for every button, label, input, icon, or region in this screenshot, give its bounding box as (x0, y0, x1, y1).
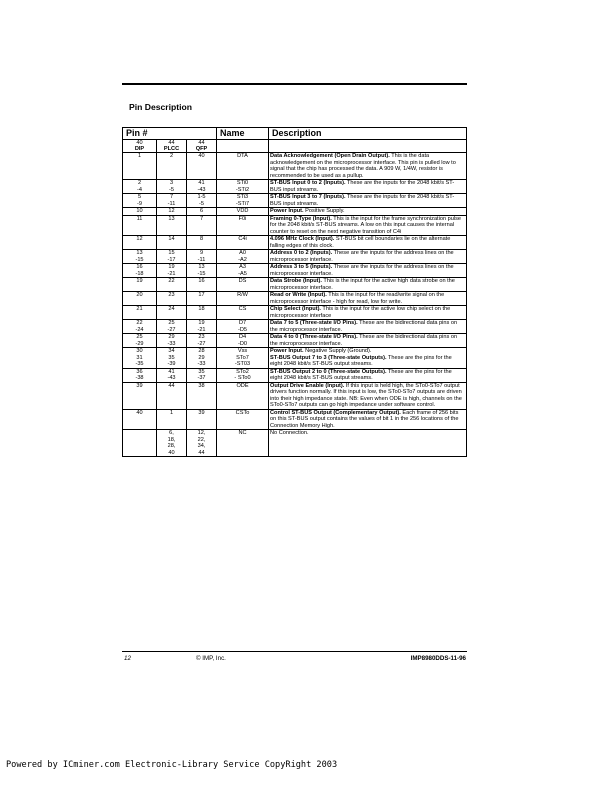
description-text: Positive Supply. (303, 208, 345, 214)
pin-name (217, 348, 269, 369)
pin-plcc-line: 14 (168, 236, 175, 242)
pin-name-line: -D0 (238, 340, 248, 347)
pin-dip-line: 22 (136, 320, 143, 326)
pin-plcc-line: 12 (168, 208, 175, 214)
pin-qfp-line: 35 (198, 368, 205, 375)
pin-qfp-line: 6 (199, 208, 204, 214)
pin-plcc (157, 208, 187, 216)
description-text: If this input is held high, the STo0-STo7 output drivers function normally. If this input is low, the STo0-STo7 outputs are driven into their high impedance state. NB: Even when ODE is high, channels on the STo0-STo7 outputs can go high impedance under software control. (270, 382, 462, 408)
pin-name-line: -D5 (238, 326, 248, 333)
pin-dip (123, 278, 157, 292)
pin-name-line: Vss (237, 348, 248, 354)
pin-qfp (187, 306, 217, 320)
pin-dip (123, 215, 157, 236)
pin-qfp-line: 34, (197, 443, 206, 449)
description-paragraph (270, 264, 465, 277)
pin-plcc-line: 44 (168, 382, 175, 389)
description-title: ST-BUS Input 3 to 7 (Inputs). (270, 194, 346, 200)
table-row (123, 292, 467, 306)
pin-name (217, 320, 269, 334)
table-row (123, 208, 467, 216)
description-title: Read or Write (Input). (270, 292, 327, 298)
pin-qfp (187, 292, 217, 306)
pin-description (269, 334, 467, 348)
pin-qfp-line: 44 (198, 449, 205, 456)
pin-qfp-line: 19 (198, 320, 205, 326)
description-title: Data Acknowledgement (Open Drain Output). (270, 153, 390, 159)
pin-plcc-line: 1 (169, 409, 174, 416)
pin-qfp-line: 29 (198, 354, 205, 361)
pin-name-line: ODE (236, 382, 249, 389)
pin-qfp (187, 153, 217, 180)
pin-qfp-line: 8 (199, 236, 204, 242)
pin-name (217, 180, 269, 194)
pin-dip-line: 16 (136, 264, 143, 270)
pin-name-line: R/W (237, 292, 248, 298)
pin-dip (123, 264, 157, 278)
pin-name-line: DS (238, 278, 247, 284)
table-row (123, 382, 467, 409)
powered-by-banner: Powered by ICminer.com Electronic-Library Service CopyRight 2003 (6, 760, 338, 770)
pin-qfp (187, 334, 217, 348)
pin-qfp-line: -33 (197, 361, 206, 367)
pin-name-line: VDD (236, 208, 249, 214)
pin-name (217, 208, 269, 216)
pin-plcc (157, 292, 187, 306)
pin-description (269, 278, 467, 292)
pin-name-line: -ST03 (234, 361, 251, 367)
description-paragraph (270, 194, 465, 207)
description-text: This is the input for the frame synchronization pulse for the 2048 kbit/s ST-BUS streams. A low on this input causes the internal counter to reset on the next negative transition of C4i (270, 215, 462, 235)
pin-plcc-line: -17 (167, 256, 176, 263)
pin-qfp-line: 7 (199, 215, 204, 222)
pin-qfp-line: 12, (197, 430, 206, 436)
description-paragraph (270, 236, 465, 249)
pin-plcc-line: 35 (168, 354, 175, 361)
description-paragraph (270, 306, 465, 319)
table-row (123, 194, 467, 208)
pin-name (217, 409, 269, 430)
pin-qfp-line: -37 (197, 375, 206, 381)
subheader-plcc: 44 PLCC (157, 140, 187, 153)
table-row (123, 250, 467, 264)
copyright: © IMP, Inc. (196, 655, 226, 662)
table-row (123, 348, 467, 369)
description-paragraph (270, 383, 465, 409)
pin-qfp (187, 264, 217, 278)
pin-name-line: NC (238, 430, 247, 436)
pin-description (269, 153, 467, 180)
pin-plcc-line: -39 (167, 361, 176, 367)
pin-dip-line: 31 (136, 354, 143, 361)
pin-dip-line: 39 (136, 382, 143, 389)
pin-dip (123, 368, 157, 382)
pin-description (269, 236, 467, 250)
pin-name (217, 236, 269, 250)
description-title: Power Input. (270, 208, 304, 214)
pin-name-line: D4 (238, 334, 247, 340)
description-title: Address 0 to 2 (Inputs). (270, 250, 333, 256)
pin-description (269, 215, 467, 236)
table-row (123, 320, 467, 334)
pin-qfp-line: -27 (197, 340, 206, 347)
subheader-empty (269, 140, 467, 153)
pin-description (269, 409, 467, 430)
pin-plcc (157, 153, 187, 180)
description-text: These are the inputs for the 2048 kbit/s ST-BUS input streams. (270, 194, 455, 207)
pin-name-line: A0 (239, 250, 246, 256)
pin-plcc-line: -5 (169, 186, 174, 193)
pin-plcc-line: 23 (168, 292, 175, 298)
package-subheader-row (123, 140, 467, 153)
pin-plcc-line: 7 (169, 194, 174, 200)
description-text: ST-BUS bit cell boundaries lie on the alternate falling edges of this clock. (270, 236, 451, 249)
pin-name (217, 368, 269, 382)
pin-description-table (122, 127, 467, 457)
pin-dip-line: 36 (136, 368, 143, 375)
pin-plcc-line: -27 (167, 326, 176, 333)
description-paragraph (270, 410, 465, 430)
pin-description (269, 430, 467, 457)
pin-qfp-line: -43 (197, 186, 206, 193)
pin-name (217, 264, 269, 278)
pin-qfp (187, 250, 217, 264)
pin-description (269, 250, 467, 264)
pin-qfp (187, 236, 217, 250)
pin-plcc-line: 15 (168, 250, 175, 256)
pin-name (217, 215, 269, 236)
description-title: Data 7 to 5 (Three-state I/O Pins). (270, 320, 358, 326)
pin-qfp (187, 368, 217, 382)
table-row (123, 368, 467, 382)
pin-qfp-line: -5 (199, 200, 204, 207)
pin-dip-line: 5 (137, 194, 142, 200)
pin-dip (123, 334, 157, 348)
description-text: This is the input for the active low chip select on the microprocessor interface (270, 306, 451, 319)
pin-dip-line: -38 (135, 375, 144, 381)
description-paragraph (270, 153, 465, 179)
pin-name (217, 292, 269, 306)
description-text: This is the input for the active high data strobe on the microprocessor interface. (270, 278, 455, 291)
table-row (123, 236, 467, 250)
pin-plcc (157, 306, 187, 320)
pin-dip-line: 25 (136, 334, 143, 340)
header-description: Description (269, 128, 467, 140)
pin-dip-line: 10 (136, 208, 143, 214)
pin-plcc-line: 6, (169, 430, 174, 436)
pin-qfp-line: 16 (198, 278, 205, 284)
pin-qfp-line: -21 (197, 326, 206, 333)
description-paragraph (270, 292, 465, 305)
pin-qfp (187, 208, 217, 216)
pin-dip-line: -18 (135, 270, 144, 277)
description-text: Each frame of 256 bits on this ST-BUS output contains the values of bit 1 in the 256 locations of the Connection Memory High. (270, 409, 459, 429)
pin-dip (123, 306, 157, 320)
pin-name-line: F0i (238, 215, 247, 222)
pin-dip-line: 2 (137, 180, 142, 186)
section-title: Pin Description (129, 102, 193, 112)
pin-qfp-line: 23 (198, 334, 205, 340)
table-row (123, 278, 467, 292)
description-text: No Connection. (270, 430, 309, 436)
table-row (123, 180, 467, 194)
pin-description (269, 180, 467, 194)
description-title: Data 4 to 0 (Three-state I/O Pins). (270, 334, 358, 340)
subheader-qfp: 44 QFP (187, 140, 217, 153)
pin-plcc (157, 236, 187, 250)
description-paragraph (270, 208, 465, 215)
pin-dip-line: 19 (136, 278, 143, 284)
pin-description (269, 306, 467, 320)
pin-plcc (157, 430, 187, 457)
subheader-empty (217, 140, 269, 153)
description-title: Power Input. (270, 348, 304, 354)
description-text: These are the pins for the eight 2048 kbit/s ST-BUS output streams. (270, 354, 452, 367)
pin-dip (123, 409, 157, 430)
pin-name (217, 153, 269, 180)
pin-qfp-line: 38 (198, 382, 205, 389)
pin-qfp-line: -11 (197, 256, 206, 263)
pin-plcc-line: -43 (167, 375, 176, 381)
pin-plcc (157, 320, 187, 334)
pin-qfp (187, 430, 217, 457)
description-text: Negative Supply (Ground). (303, 348, 372, 354)
pin-dip-line: -24 (135, 326, 144, 333)
pin-qfp-line: 39 (198, 409, 205, 416)
pin-plcc-line: -21 (167, 270, 176, 277)
pin-name-line: D7 (238, 320, 247, 326)
subheader-dip: 40 DIP (123, 140, 157, 153)
pin-dip (123, 194, 157, 208)
table-row (123, 264, 467, 278)
pin-dip (123, 180, 157, 194)
description-title: ST-BUS Output 7 to 3 (Three-state Outputs). (270, 354, 387, 361)
pin-name-line: -STi7 (235, 200, 250, 207)
pin-name-line: -STi2 (235, 186, 250, 193)
description-title: Output Drive Enable (Input). (270, 382, 345, 389)
pin-name-line: - STo0 (234, 375, 251, 381)
pin-description (269, 320, 467, 334)
pin-plcc-line: -11 (167, 200, 176, 207)
pin-plcc (157, 334, 187, 348)
pin-plcc-line: 24 (168, 306, 175, 312)
table-row (123, 215, 467, 236)
pin-plcc-line: 22 (168, 278, 175, 284)
pin-name-line: CSTo (235, 409, 250, 416)
table-row (123, 153, 467, 180)
description-text: These are the bidirectional data pins on the microprocessor interface. (270, 320, 458, 333)
description-paragraph (270, 355, 465, 368)
pin-dip (123, 250, 157, 264)
document-id: IMP8980DDS-11-96 (410, 655, 466, 662)
pin-qfp-line: 18 (198, 306, 205, 312)
pin-dip-line: 40 (136, 409, 143, 416)
pin-dip-line: 20 (136, 292, 143, 298)
table-row (123, 306, 467, 320)
pin-dip-line: -35 (135, 361, 144, 367)
pin-plcc (157, 278, 187, 292)
table-row (123, 409, 467, 430)
top-rule (122, 83, 467, 85)
pin-dip-line: 11 (136, 215, 143, 222)
pin-qfp (187, 320, 217, 334)
pin-plcc-line: 28, (167, 443, 176, 449)
pin-description (269, 368, 467, 382)
pin-plcc-line: 13 (168, 215, 175, 222)
pin-qfp-line: 41 (198, 180, 205, 186)
description-title: ST-BUS Input 0 to 2 (Inputs). (270, 180, 346, 186)
pin-description (269, 264, 467, 278)
pin-plcc (157, 409, 187, 430)
pin-dip (123, 430, 157, 457)
pin-qfp (187, 180, 217, 194)
pin-plcc-line: 29 (168, 334, 175, 340)
description-text: These are the inputs for the address lines on the microprocessor interface. (270, 264, 454, 277)
pin-plcc (157, 264, 187, 278)
pin-qfp-line: 17 (198, 292, 205, 298)
table-body (123, 140, 467, 457)
pin-qfp (187, 409, 217, 430)
pin-qfp (187, 382, 217, 409)
pin-name (217, 194, 269, 208)
pin-dip-line: 1 (137, 153, 142, 159)
pin-plcc-line: 18, (167, 436, 176, 443)
pin-dip-line: -29 (135, 340, 144, 347)
description-paragraph (270, 369, 465, 382)
pin-qfp-line: 28 (198, 348, 205, 354)
pin-name-line: -A2 (238, 256, 247, 263)
pin-plcc-line: -33 (167, 340, 176, 347)
pin-plcc-line: 41 (168, 368, 175, 375)
description-title: Control ST-BUS Output (Complementary Output). (270, 409, 401, 416)
pin-name (217, 306, 269, 320)
pin-plcc-line: 40 (168, 449, 175, 456)
description-text: This is the data acknowledgement on the microprocessor interface. This pin is pulled low to signal that the chip has processed the data. A 909 W, 1/4W, resistor is recommended to be used as a pullup. (270, 153, 456, 179)
pin-plcc (157, 215, 187, 236)
pin-name (217, 382, 269, 409)
pin-plcc-line: 34 (168, 348, 175, 354)
description-text: These are the pins for the eight 2048 kbit/s ST-BUS output streams. (270, 368, 452, 381)
pin-description (269, 348, 467, 369)
pin-plcc (157, 348, 187, 369)
pin-name (217, 250, 269, 264)
table-header-row (123, 128, 467, 140)
pin-name (217, 278, 269, 292)
pin-plcc-line: 3 (169, 180, 174, 186)
description-title: Framing 0-Type (Input). (270, 215, 332, 222)
description-title: Chip Select (Input). (270, 306, 321, 312)
pin-plcc-line: 25 (168, 320, 175, 326)
description-title: Address 3 to 5 (Inputs). (270, 264, 333, 270)
pin-qfp-line: 40 (198, 153, 205, 159)
pin-plcc-line: 2 (169, 153, 174, 159)
pin-qfp-line: 22, (197, 436, 206, 443)
pin-dip-line: 21 (136, 306, 143, 312)
pin-plcc (157, 382, 187, 409)
pin-qfp-line: 9 (199, 250, 204, 256)
pin-plcc (157, 368, 187, 382)
pin-name-line: A3 (239, 264, 246, 270)
pin-plcc (157, 180, 187, 194)
pin-name-line: STo2 (236, 368, 249, 375)
pin-dip-line: -15 (135, 256, 144, 263)
description-paragraph (270, 320, 465, 333)
pin-name-line: STi3 (236, 194, 249, 200)
pin-name-line: -A5 (238, 270, 247, 277)
pin-plcc (157, 250, 187, 264)
pin-dip (123, 208, 157, 216)
pin-dip (123, 153, 157, 180)
pin-name-line: STi0 (236, 180, 249, 186)
page-number: 12 (124, 655, 131, 662)
pin-qfp (187, 215, 217, 236)
pin-dip-line: -4 (137, 186, 142, 193)
pin-dip-line: -9 (137, 200, 142, 207)
pin-dip (123, 236, 157, 250)
description-title: Data Strobe (Input). (270, 278, 322, 284)
description-text: This is the input for the read/write signal on the microprocessor interface - high for read, low for write. (270, 292, 445, 305)
table-row (123, 430, 467, 457)
pin-dip (123, 320, 157, 334)
description-paragraph (270, 430, 465, 437)
pin-dip (123, 382, 157, 409)
pin-description (269, 208, 467, 216)
description-paragraph (270, 180, 465, 193)
pin-name-line: STo7 (236, 354, 249, 361)
pin-dip-line: 12 (136, 236, 143, 242)
table-row (123, 334, 467, 348)
pin-qfp-line: -15 (197, 270, 206, 277)
pin-qfp (187, 278, 217, 292)
pin-plcc-line: 19 (168, 264, 175, 270)
pin-name-line: C4i (238, 236, 247, 242)
description-text: These are the inputs for the 2048 kbit/s ST-BUS input streams. (270, 180, 455, 193)
description-title: ST-BUS Output 2 to 0 (Three-state Outputs). (270, 368, 387, 375)
pin-name (217, 334, 269, 348)
header-pin: Pin # (123, 128, 217, 140)
pin-dip-line: 13 (136, 250, 143, 256)
pin-dip (123, 348, 157, 369)
pin-dip (123, 292, 157, 306)
description-paragraph (270, 250, 465, 263)
pin-name-line: CS (238, 306, 247, 312)
pin-description (269, 292, 467, 306)
pin-description (269, 382, 467, 409)
description-text: These are the inputs for the address lines on the microprocessor interface. (270, 250, 454, 263)
description-paragraph (270, 278, 465, 291)
description-paragraph (270, 216, 465, 236)
pin-name (217, 430, 269, 457)
pin-qfp-line: 1-5 (197, 194, 206, 200)
header-name: Name (217, 128, 269, 140)
description-paragraph (270, 334, 465, 347)
pin-description (269, 194, 467, 208)
description-title: 4.096 MHz Clock (Input). (270, 236, 335, 242)
description-text: These are the bidirectional data pins on the microprocessor interface. (270, 334, 458, 347)
pin-name-line: DTA (237, 153, 248, 159)
pin-qfp-line: 13 (198, 264, 205, 270)
pin-qfp (187, 348, 217, 369)
bottom-rule (122, 651, 467, 652)
pin-dip-line: 30 (136, 348, 143, 354)
pin-qfp (187, 194, 217, 208)
pin-plcc (157, 194, 187, 208)
